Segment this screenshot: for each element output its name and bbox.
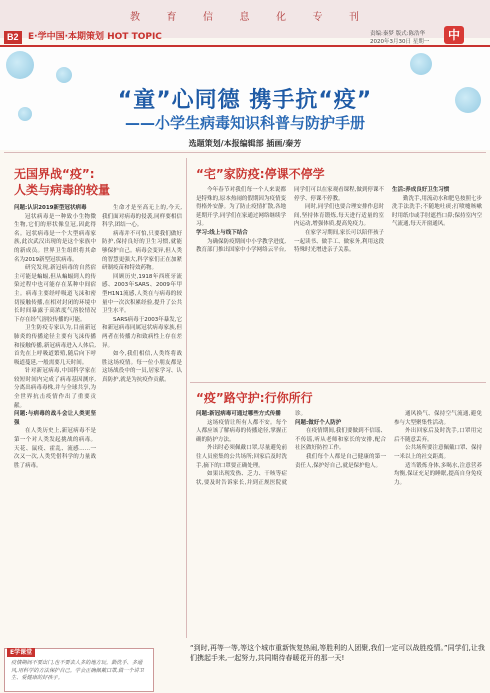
body-paragraph: 在人类历史上,新冠病毒不是第一个对人类发起挑战的病毒。天花、鼠疫、霍乱、流感……一次又一次,人类凭借科学的力量战胜了病毒。 (14, 428, 96, 469)
question-heading: 问题:做好个人防护 (295, 419, 342, 426)
body-paragraph: 通风换气、保持空气流通,避免参与大型聚集性活动。 (394, 411, 482, 426)
virus-illustration-icon (6, 51, 34, 79)
question-heading: 问题:新冠病毒可通过哪些方式传播 (196, 411, 281, 417)
editor-credit: 责编:秦梦 版式:陈浩华 (370, 31, 425, 37)
body-paragraph: 如果出现发热、乏力、干咳等症状,要及时告诉家长,并到正规医院就诊。 (196, 411, 307, 486)
slogan-char: 育 (166, 12, 178, 23)
slogan-char: 信 (203, 12, 214, 23)
slogan-char: 刊 (349, 12, 360, 23)
question-heading: 问题:与病毒的战斗会让人类更坚强 (14, 411, 96, 426)
section1-column-b (102, 204, 182, 644)
question-heading: 生活:养成良好卫生习惯 (392, 187, 450, 193)
section-divider (190, 382, 486, 383)
body-paragraph: 这场疫情让所有人都不安。每个人都应该了解病毒的传播途径,掌握正确的防护方法。 (196, 419, 287, 443)
body-paragraph: 研究发现,新冠病毒的自然宿主可能是蝙蝠,但从蝙蝠到人的传染过程中也可能存在某种中间宿主。病毒主要经呼吸道飞沫和密切接触传播,在相对封闭的环境中长时间暴露于高浓度气溶胶情况下存在经气溶胶传播的可能。 (14, 265, 96, 323)
body-paragraph: 卫生防疫专家认为,目前新冠肺炎的传播途径主要有飞沫传播和接触传播,新冠病毒进入人体后,首先在上呼吸道繁殖,随后向下呼吸道蔓延,一般需要几天时间。 (14, 325, 96, 366)
slogan-char: 教 (130, 12, 141, 23)
body-paragraph: 同时,同学们也要合理安排作息时间,坚持体育锻炼,每天进行适量的室内运动,增强体质,提高免疫力。 (294, 204, 384, 228)
body-paragraph: SARS病毒于2003年暴发,它和新冠病毒同属冠状病毒家族,但两者在传播力和致病性上存在差异。 (102, 316, 182, 349)
question-heading: 学习:线上与线下结合 (196, 229, 248, 236)
e-classroom-box (4, 648, 154, 692)
sidebox-text: 疫情期间不要出门,也不要去人多的地方玩。勤洗手、多通风,用科学的方法保护自己。学会正确佩戴口罩,做一个讲卫生、爱健康的好孩子。 (11, 660, 144, 681)
body-paragraph: 病毒并不可怕,只要我们做好防护,保持良好的卫生习惯,就能够保护自己。病毒会变异,但人类的智慧更强大,科学家们正在加紧研制疫苗和特效药物。 (102, 230, 182, 272)
virus-illustration-icon (56, 67, 72, 83)
body-paragraph: 回顾历史,1918年西班牙流感、2003年SARS、2009年甲型H1N1流感,人类在与病毒的较量中一次次积累经验,提升了公共卫生水平。 (102, 273, 182, 315)
section2-columns (196, 186, 482, 376)
hero-divider (4, 152, 486, 153)
sidebox-tag: E学课堂 (7, 648, 35, 657)
column-divider (186, 158, 187, 638)
body-paragraph: 生命才是至高无上的,今天,我们面对病毒的侵袭,同样要相信科学,团结一心。 (102, 205, 182, 229)
body-paragraph: 公共场所要注意佩戴口罩、保持一米以上的社交距离。 (394, 445, 482, 460)
newspaper-logo: 中 (444, 26, 464, 44)
body-paragraph: 适当锻炼身体,多喝水,注意营养均衡,保证充足的睡眠,提高自身免疫力。 (394, 462, 482, 486)
hero-byline: 选题策划/本报编辑部 插画/秦芳 (188, 139, 302, 148)
section3-column-c (394, 410, 482, 638)
hero-subtitle: ——小学生病毒知识科普与防护手册 (124, 114, 365, 132)
section1-column-a (14, 204, 96, 644)
body-paragraph: 我们每个人都是自己健康的第一责任人,保护好自己,就是保护他人。 (295, 453, 386, 469)
body-paragraph: 在家学习期间,家长可以陪伴孩子一起读书、做手工、做家务,利用这段特殊时光增进亲子关系。 (294, 229, 384, 254)
issue-date: 2020年3月30日 星期一 (370, 39, 430, 45)
body-paragraph: 针对新冠病毒,中国科学家在较短时间内完成了病毒基因测序,分离出病毒毒株,并与全球共享,为全世界抗击疫情作出了重要贡献。 (14, 368, 96, 409)
body-paragraph: 冠状病毒是一种致小生物微生物,它们的形状像皇冠,因此得名。冠状病毒是一个大型病毒家族,此次武汉出现的是这个家族中的新成员。世界卫生组织将其命名为2019新型冠状病毒。 (14, 213, 96, 263)
slogan-char: 化 (276, 12, 287, 23)
slogan-char: 专 (312, 12, 324, 23)
page-number-badge: B2 (4, 31, 22, 44)
masthead-slogan (130, 8, 360, 23)
section3-title: “疫”路守护:行你所行 (196, 391, 313, 405)
body-paragraph: 在疫情期间,我们要做到不信谣、不传谣,听从老师和家长的安排,配合社区做好防控工作。 (295, 428, 386, 452)
section-headline: E·学中国·本期策划 HOT TOPIC (28, 32, 162, 42)
body-paragraph: 如今,我们相信,人类终将战胜这场疫情。每一位小朋友都是这场战役中的一员,居家学习、认真防护,就是为抗疫作贡献。 (102, 351, 182, 383)
body-paragraph: 今年春节对我们每一个人来说都是特殊的,原本热闹的假期因为疫情变得格外安静。为了防止疫情扩散,各地延期开学,同学们在家通过网络继续学习。 (196, 187, 286, 228)
question-heading: 问题:认识2019新型冠状病毒 (14, 205, 87, 211)
body-paragraph: 勤洗手,用流动水和肥皂按照七步洗手法洗手;不随地吐痰;打喷嚏咳嗽时用纸巾或手肘遮挡口鼻;保持室内空气流通,每天开窗通风。 (392, 195, 482, 228)
body-paragraph: 为确保防疫期间中小学教学进度,教育部门推出国家中小学网络云平台,同学们可以在家观看课程,做到停课不停学、停课不停教。 (196, 187, 384, 254)
closing-quote: “到时,再等一等,等这个城市重新恢复热闹,等胜利的人团聚,我们一定可以战胜疫情。”同学们,让我们携起手来,一起努力,共同期待春暖花开的那一天! (190, 644, 485, 662)
edition-meta (370, 30, 429, 46)
body-paragraph: 外出时必须佩戴口罩,尽量避免前往人员密集的公共场所;回家后及时洗手,摘下的口罩要正确处理。 (196, 445, 287, 469)
hero-title: “童”心同德 携手抗“疫” (117, 88, 373, 113)
section1-title: 无国界战“疫”: 人类与病毒的较量 (14, 167, 111, 197)
section3-columns (196, 410, 386, 638)
section2-title: “宅”家防疫:停课不停学 (196, 167, 325, 181)
virus-illustration-icon (410, 53, 432, 75)
slogan-char: 息 (239, 12, 251, 23)
body-paragraph: 外出回家后及时洗手,口罩用完后不随意丢弃。 (394, 428, 482, 443)
